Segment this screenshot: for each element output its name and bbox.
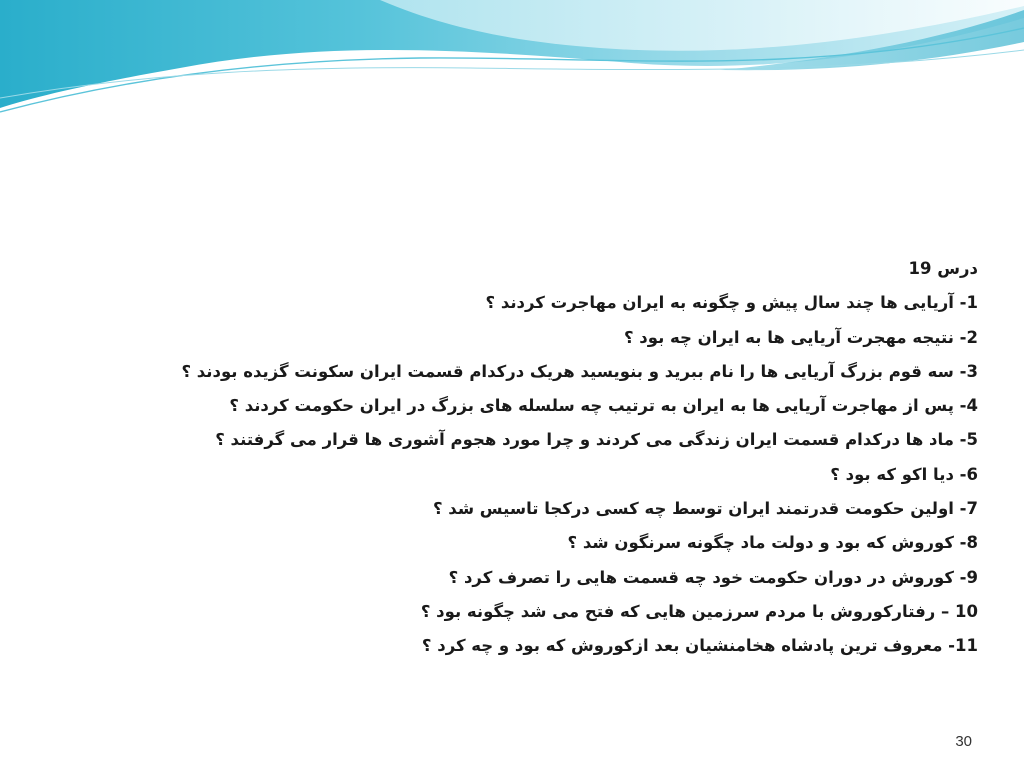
question-1: 1- آریایی ها چند سال پیش و چگونه به ایران مهاجرت کردند ؟ (485, 293, 978, 313)
question-10: 10 – رفتارکوروش با مردم سرزمین هایی که فتح می شد چگونه بود ؟ (420, 601, 978, 621)
question-6: 6- دیا اکو که بود ؟ (830, 464, 978, 484)
question-list (150, 252, 978, 664)
question-5: 5- ماد ها درکدام قسمت ایران زندگی می کردند و چرا مورد هجوم آشوری ها قرار می گرفتند ؟ (215, 430, 978, 450)
header-wave-decoration (0, 0, 1024, 130)
question-3: 3- سه قوم بزرگ آریایی ها را نام ببرید و بنویسید هریک درکدام قسمت ایران سکونت گزیده بودند ؟ (181, 361, 978, 381)
question-11: 11- معروف ترین پادشاه هخامنشیان بعد ازکوروش که بود و چه کرد ؟ (421, 636, 978, 656)
question-2: 2- نتیجه مهجرت آریایی ها به ایران چه بود ؟ (623, 327, 978, 347)
question-7: 7- اولین حکومت قدرتمند ایران توسط چه کسی درکجا تاسیس شد ؟ (432, 499, 978, 519)
slide-number: 30 (955, 733, 972, 750)
question-9: 9- کوروش در دوران حکومت خود چه قسمت هایی را تصرف کرد ؟ (448, 567, 978, 587)
question-8: 8- کوروش که بود و دولت ماد چگونه سرنگون شد ؟ (567, 533, 978, 553)
question-4: 4- پس از مهاجرت آریایی ها به ایران به ترتیب چه سلسله های بزرگ در ایران حکومت کردند ؟ (229, 396, 978, 416)
lesson-title: درس 19 (908, 259, 978, 278)
